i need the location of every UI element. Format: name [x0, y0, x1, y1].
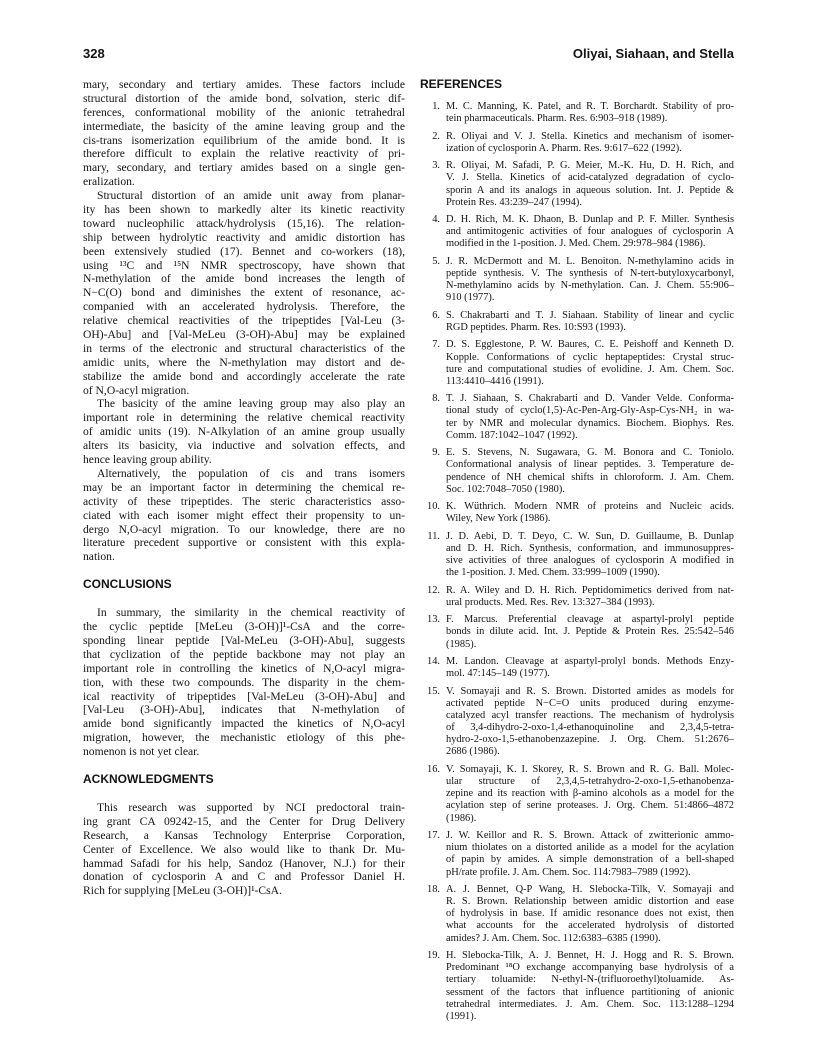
text-line: toward nucleophilic attack/hydrolysis (15,16). The relation-	[83, 216, 405, 230]
reference-line: D. H. Rich, M. K. Dhaon, B. Dunlap and P. F. Miller. Synthesis	[446, 214, 734, 226]
reference-line: tein pharmaceuticals. Pharm. Res. 6:903–918 (1989).	[446, 113, 668, 125]
text-line: N−C(O) bond and diminishes the extent of resonance, ac-	[83, 286, 405, 300]
text-line: ical reactivity of tripeptides [Val-MeLeu (3-OH)-Abu] and	[83, 689, 405, 703]
reference-line: R. A. Wiley and D. H. Rich. Peptidomimetics derived from nat-	[446, 584, 734, 596]
text-line: activity of these tripeptides. The steric characteristics asso-	[83, 494, 405, 508]
text-line: of amidic units (19). N-Alkylation of an amine group usually	[83, 425, 405, 439]
reference-line: of papin by amides. A simple demonstration of a bell-shaped	[446, 854, 734, 866]
reference-line: Predominant ¹⁸O exchange accompanying base hydrolysis of a	[446, 962, 734, 974]
reference-line: ural products. Med. Res. Rev. 13:327–384 (1993).	[446, 596, 655, 608]
reference-line: H. Slebocka-Tilk, A. J. Bennet, H. J. Hogg and R. S. Brown.	[446, 950, 734, 961]
text-line: Structural distortion of an amide unit away from planar-	[97, 189, 405, 203]
reference-item	[420, 950, 734, 1023]
reference-line: tetrahedral intermediates. J. Am. Chem. Soc. 113:1288–1294	[446, 998, 734, 1010]
text-line: [Val-Leu (3-OH)-Abu], indicates that N-methylation of	[83, 703, 405, 717]
reference-line: sive activities of three analogues of cyclosporin A modified in	[446, 555, 734, 567]
text-line: may be an important factor in determining the chemical re-	[83, 480, 405, 494]
reference-line: of hydrolysis in base. If amidic resonance does not exist, then	[446, 908, 734, 920]
text-line: literature precedent supportive or consistent with this expla-	[83, 536, 405, 550]
reference-line: K. Wüthrich. Modern NMR of proteins and Nucleic acids.	[446, 501, 734, 513]
reference-number: 17.	[427, 829, 440, 841]
text-line: mary, secondary and tertiary amides. These factors include	[83, 78, 405, 91]
reference-item	[420, 830, 734, 879]
reference-number: 12.	[427, 584, 440, 596]
reference-line: catalyzed acyl transfer reactions. The mechanism of hydrolysis	[446, 709, 734, 721]
reference-item	[420, 256, 734, 305]
text-line: ciated with each isomer might effect their propensity to un-	[83, 508, 405, 522]
reference-line: (1985).	[446, 638, 477, 650]
reference-line: V. Somayaji, K. I. Skorey, R. S. Brown and R. G. Ball. Molec-	[446, 763, 734, 775]
reference-number: 10.	[427, 501, 440, 513]
reference-line: sporin A and its analogs in aqueous solution. Int. J. Peptide &	[446, 184, 734, 196]
conclusions-heading: CONCLUSIONS	[83, 577, 172, 592]
text-line: companied with an accelerated hydrolysis. Therefore, the	[83, 300, 405, 314]
reference-number: 9.	[432, 447, 440, 459]
reference-item	[420, 101, 734, 125]
reference-line: pendence of NH chemical shifts in chloroform. J. Am. Chem.	[446, 471, 734, 483]
page-number: 328	[83, 46, 105, 61]
reference-line: J. D. Aebi, D. T. Deyo, C. W. Sun, D. Guillaume, B. Dunlap	[446, 530, 734, 542]
reference-number: 5.	[432, 255, 440, 267]
reference-line: Conformational analysis of linear peptides. 3. Temperature de-	[446, 459, 734, 471]
reference-item	[420, 656, 734, 680]
reference-line: 910 (1977).	[446, 292, 495, 304]
reference-line: Wiley, New York (1986).	[446, 513, 551, 525]
text-line: nomenon is not yet clear.	[83, 745, 200, 759]
text-line: the cyclic peptide [MeLeu (3-OH)]¹-CsA and the corre-	[83, 620, 405, 634]
reference-line: RGD peptides. Pharm. Res. 10:S93 (1993).	[446, 321, 626, 333]
reference-line: peptide synthesis. V. The synthesis of N-tert-butyloxycarbonyl,	[446, 268, 734, 279]
text-line: ing grant CA 09242-15, and the Center for Drug Delivery	[83, 814, 405, 828]
reference-line: E. S. Stevens, N. Sugawara, G. M. Bonora and C. Toniolo.	[446, 447, 734, 459]
reference-line: tional study of cyclo(1,5)-Ac-Pen-Arg-Gly-Asp-Cys-NH₂ in wa-	[446, 405, 734, 417]
text-line: tion, with these two compounds. The disparity in the chem-	[83, 675, 405, 689]
reference-line: D. S. Egglestone, P. W. Baures, C. E. Peishoff and Kenneth D.	[446, 339, 734, 351]
acknowledgments-heading: ACKNOWLEDGMENTS	[83, 771, 214, 786]
reference-item	[420, 131, 734, 155]
text-line: cis-trans isomerization equilibrium of the amide bond. It is	[83, 133, 405, 147]
reference-line: J. R. McDermott and M. L. Benoiton. N-methylamino acids in	[446, 255, 734, 267]
reference-line: J. W. Keillor and R. S. Brown. Attack of zwitterionic ammo-	[446, 829, 734, 841]
text-line: nation.	[83, 550, 115, 564]
reference-line: Protein Res. 43:239–247 (1994).	[446, 196, 582, 208]
text-line: This research was supported by NCI predoctoral train-	[97, 800, 405, 814]
text-line: hence leaving group ability.	[83, 453, 212, 467]
paragraph-cis-trans	[83, 467, 405, 564]
reference-item	[420, 764, 734, 825]
text-line: important role in determining the relative chemical reactivity	[83, 411, 405, 425]
reference-line: 113:4410–4416 (1991).	[446, 375, 544, 387]
reference-line: N-methylamino acids by N-methylation. Can. J. Chem. 55:906–	[446, 280, 734, 292]
references-column	[420, 78, 734, 1028]
reference-number: 1.	[432, 101, 440, 112]
text-line: Rich for supplying [MeLeu (3-OH)]¹-CsA.	[83, 884, 282, 898]
reference-item	[420, 214, 734, 251]
reference-line: F. Marcus. Preferential cleavage at aspartyl-prolyl peptide	[446, 614, 734, 626]
reference-number: 14.	[427, 655, 440, 667]
reference-line: (1991).	[446, 1010, 477, 1022]
reference-line: A. J. Bennet, Q-P Wang, H. Slebocka-Tilk, V. Somayaji and	[446, 883, 734, 895]
references-heading: REFERENCES	[420, 77, 503, 91]
reference-number: 2.	[432, 130, 440, 142]
paragraph-amine-basicity	[83, 397, 405, 466]
text-line: ship between hydrolytic reactivity and amidic distortion has	[83, 230, 405, 244]
reference-line: pH/rate profile. J. Am. Chem. Soc. 114:7983–7989 (1992).	[446, 866, 691, 878]
reference-number: 16.	[427, 763, 440, 775]
reference-line: Comm. 187:1042–1047 (1992).	[446, 429, 578, 441]
reference-line: R. Oliyai, M. Safadi, P. G. Meier, M.-K. Hu, D. H. Rich, and	[446, 160, 734, 172]
text-line: intermediate, the basicity of the amine leaving group and the	[83, 119, 405, 133]
reference-line: amides? J. Am. Chem. Soc. 112:6383–6385 (1990).	[446, 932, 661, 944]
text-line: amidic units, where the N-methylation may distort and de-	[83, 355, 405, 369]
reference-item	[420, 686, 734, 759]
reference-line: 2686 (1986).	[446, 746, 500, 758]
paragraph-acknowledgments	[83, 801, 405, 898]
reference-item	[420, 884, 734, 945]
reference-line: zepine and its reaction with β-amino alcohols as a model for the	[446, 788, 734, 800]
reference-number: 13.	[427, 614, 440, 626]
reference-number: 8.	[432, 393, 440, 405]
reference-item	[420, 393, 734, 442]
text-line: Alternatively, the population of cis and trans isomers	[97, 466, 405, 480]
reference-item	[420, 501, 734, 525]
reference-number: 19.	[427, 950, 440, 961]
reference-line: T. J. Siahaan, S. Chakrabarti and D. Vander Velde. Conforma-	[446, 393, 734, 405]
reference-item	[420, 160, 734, 209]
reference-line: S. Chakrabarti and T. J. Siahaan. Stability of linear and cyclic	[446, 309, 734, 321]
reference-line: ter by NMR and molecular dynamics. Biochem. Biophys. Res.	[446, 417, 734, 429]
paragraph-structural-distortion	[83, 189, 405, 397]
text-line: of N,O-acyl migration.	[83, 383, 190, 397]
reference-line: (1986).	[446, 812, 477, 824]
reference-line: hydro-2-oxo-1,5-ethanobenzazepine. J. Org. Chem. 51:2676–	[446, 734, 734, 746]
text-line: Research, a Kansas Technology Enterprise Corporation,	[83, 828, 405, 842]
text-line: structural distortion of the amide bond, solvation, steric dif-	[83, 91, 405, 105]
reference-line: tertiary toluamide: N-ethyl-N-(trifluoroethyl)toluamide. As-	[446, 974, 734, 986]
reference-number: 4.	[432, 214, 440, 226]
reference-item	[420, 310, 734, 334]
reference-line: M. C. Manning, K. Patel, and R. T. Borchardt. Stability of pro-	[446, 101, 734, 112]
page-header	[83, 46, 734, 66]
reference-line: V. Somayaji and R. S. Brown. Distorted amides as models for	[446, 685, 734, 697]
reference-line: bonds in dilute acid. Int. J. Peptide & Protein Res. 25:542–546	[446, 626, 734, 638]
reference-line: and antimitogenic activities of four analogues of cyclosporin A	[446, 226, 734, 238]
references-list	[420, 101, 734, 1023]
reference-line: acylation step of serine proteases. J. Org. Chem. 51:4866–4872	[446, 800, 734, 812]
reference-item	[420, 585, 734, 609]
reference-number: 7.	[432, 339, 440, 351]
text-line: using ¹³C and ¹⁵N NMR spectroscopy, have shown that	[83, 258, 405, 272]
reference-line: ture and computational studies of evolidine. J. Am. Chem. Soc.	[446, 363, 734, 375]
left-column	[83, 78, 405, 898]
text-line: donation of cyclosporin A and C and Professor Daniel H.	[83, 870, 405, 884]
text-line: therefore difficult to explain the relative reactivity of pri-	[83, 147, 405, 161]
reference-line: of 3,4-dihydro-2-oxo-1,4-ethanoquinoline and 2,3,4,5-tetra-	[446, 722, 734, 734]
text-line: ferences, conformational mobility of the anionic tetrahedral	[83, 105, 405, 119]
reference-line: mol. 47:145–149 (1977).	[446, 668, 550, 680]
reference-line: the 1-position. J. Med. Chem. 33:999–1009 (1990).	[446, 567, 660, 579]
reference-line: Soc. 102:7048–7050 (1980).	[446, 483, 565, 495]
text-line: in terms of the electronic and structural characteristics of the	[83, 341, 405, 355]
text-line: hammad Safadi for his help, Sandoz (Hanover, N.J.) for their	[83, 856, 405, 870]
text-line: N-methylation of the amide bond increases the length of	[83, 272, 405, 286]
reference-line: Kopple. Conformations of cyclic heptapeptides: Crystal struc-	[446, 351, 734, 363]
reference-line: activated peptide N−C=O units produced during enzyme-	[446, 697, 734, 709]
reference-line: what accounts for the accelerated hydrolysis of distorted	[446, 920, 734, 932]
reference-number: 3.	[432, 160, 440, 172]
text-line: ity has been shown to markedly alter its kinetic reactivity	[83, 203, 405, 217]
reference-line: nium thiolates on a distorted anilide as a model for the acylation	[446, 842, 734, 854]
paragraph-amide-factors	[83, 78, 405, 189]
text-line: Center of Excellence. We also would like to thank Dr. Mu-	[83, 842, 405, 856]
reference-item	[420, 339, 734, 388]
text-line: that cyclization of the peptide backbone may not play an	[83, 647, 405, 661]
text-line: sponding linear peptide [Val-MeLeu (3-OH)-Abu], suggests	[83, 633, 405, 647]
text-line: important role in controlling the kinetics of N,O-acyl migra-	[83, 661, 405, 675]
text-line: relative chemical reactivities of the tripeptides [Val-Leu (3-	[83, 314, 405, 328]
reference-line: and D. H. Rich. Synthesis, conformation, and immunosuppres-	[446, 542, 734, 554]
reference-item	[420, 614, 734, 651]
reference-number: 11.	[427, 530, 440, 542]
reference-line: sessment of the factors that influence partitioning of anionic	[446, 986, 734, 998]
text-line: amide bond significantly impacted the kinetics of N,O-acyl	[83, 717, 405, 731]
reference-item	[420, 447, 734, 496]
text-line: The basicity of the amine leaving group may also play an	[97, 397, 405, 411]
reference-line: ular structure of 2,3,4,5-tetrahydro-2-oxo-1,5-ethanobenza-	[446, 776, 734, 787]
text-line: In summary, the similarity in the chemical reactivity of	[97, 606, 405, 620]
reference-line: R. Oliyai and V. J. Stella. Kinetics and mechanism of isomer-	[446, 130, 734, 142]
text-line: been extensively studied (17). Bennet and co-workers (18),	[83, 244, 405, 258]
text-line: stabilize the amide bond and accordingly accelerate the rate	[83, 369, 405, 383]
running-head: Oliyai, Siahaan, and Stella	[572, 46, 734, 61]
reference-number: 18.	[427, 883, 440, 895]
reference-item	[420, 531, 734, 580]
text-line: dergo N,O-acyl migration. To our knowledge, there are no	[83, 522, 405, 536]
reference-number: 15.	[427, 685, 440, 697]
text-line: migration, however, the mechanistic etiology of this phe-	[83, 731, 405, 745]
text-line: OH)-Abu] and [Val-MeLeu (3-OH)-Abu] may be explained	[83, 328, 405, 342]
reference-line: R. S. Brown. Relationship between amidic distortion and ease	[446, 896, 734, 908]
reference-line: V. J. Stella. Kinetics of acid-catalyzed degradation of cyclo-	[446, 172, 734, 184]
reference-number: 6.	[432, 309, 440, 321]
reference-line: M. Landon. Cleavage at aspartyl-prolyl bonds. Methods Enzy-	[446, 655, 734, 667]
paragraph-conclusions	[83, 606, 405, 759]
text-line: mary, secondary, and tertiary amides based on a single gen-	[83, 161, 405, 175]
text-line: alters its basicity, via inductive and solvation effects, and	[83, 439, 405, 453]
text-line: eralization.	[83, 175, 135, 189]
reference-line: ization of cyclosporin A. Pharm. Res. 9:617–622 (1992).	[446, 142, 682, 154]
reference-line: modified in the 1-position. J. Med. Chem. 29:978–984 (1986).	[446, 238, 706, 250]
